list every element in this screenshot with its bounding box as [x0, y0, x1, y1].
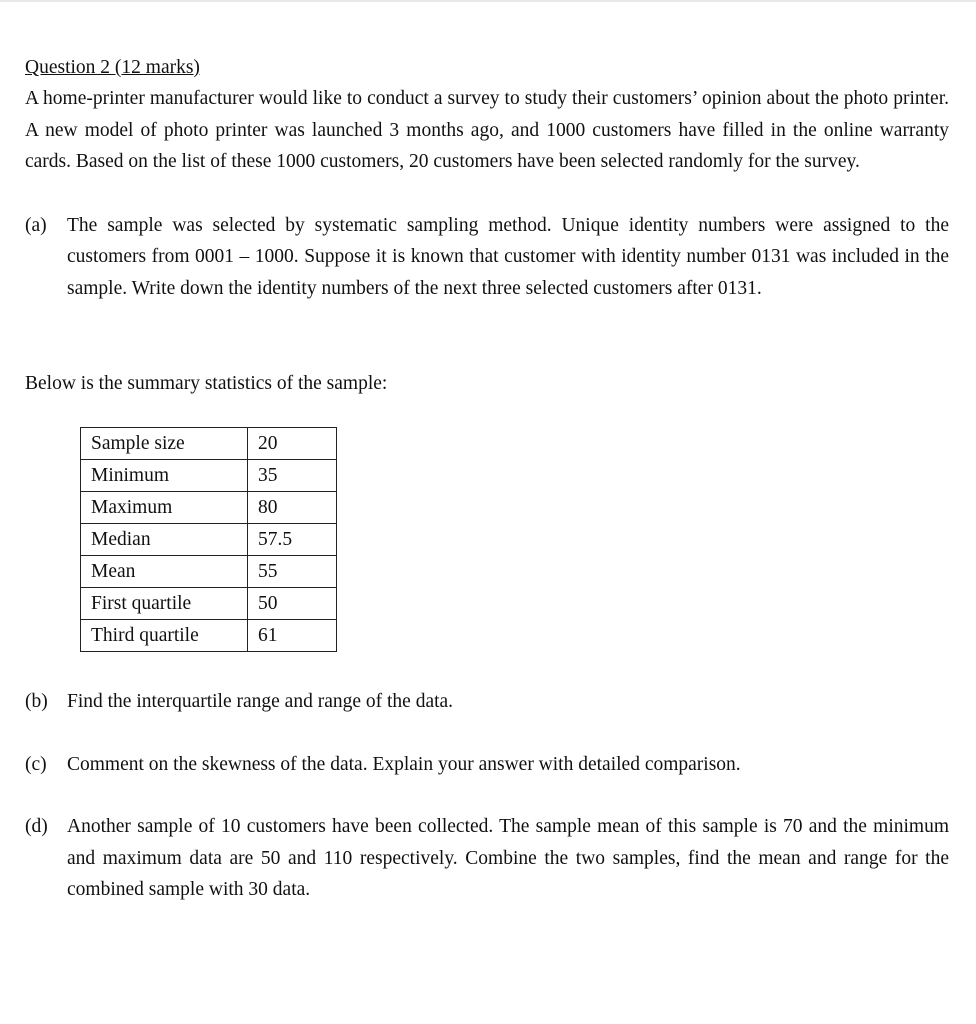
part-d-text: Another sample of 10 customers have been collected. The sample mean of this sample is 70 and the minimum and maximum data are 50 and 110 respectively. Combine the two samples, find the mean and range for the combined sample with 30 data.: [67, 816, 949, 900]
summary-statistics-table: [80, 427, 337, 652]
part-d: [25, 811, 949, 906]
table-row: [81, 556, 337, 588]
part-a-label: (a): [25, 214, 47, 236]
table-row: [81, 460, 337, 492]
stat-name: Median: [81, 524, 248, 556]
stat-value: 35: [248, 460, 337, 492]
part-c-label: (c): [25, 753, 47, 775]
stat-name: Sample size: [81, 428, 248, 460]
stat-value: 20: [248, 428, 337, 460]
stat-value: 61: [248, 620, 337, 652]
stat-name: Mean: [81, 556, 248, 588]
stat-value: 57.5: [248, 524, 337, 556]
question-heading: Question 2 (12 marks): [25, 57, 200, 78]
stat-name: Minimum: [81, 460, 248, 492]
part-b: [25, 686, 949, 718]
stat-value: 50: [248, 588, 337, 620]
page-top-edge: [0, 0, 976, 2]
table-row: [81, 524, 337, 556]
part-a: [25, 210, 949, 305]
question-intro: A home-printer manufacturer would like to conduct a survey to study their customers’ opinion about the photo printer. A new model of photo printer was launched 3 months ago, and 1000 customers have filled in the online warranty cards. Based on the list of these 1000 customers, 20 customers have been selected randomly for the survey.: [25, 88, 949, 172]
table-row: [81, 620, 337, 652]
summary-intro: Below is the summary statistics of the sample:: [25, 373, 388, 394]
table-row: [81, 492, 337, 524]
part-b-label: (b): [25, 691, 48, 712]
stat-name: Maximum: [81, 492, 248, 524]
part-c-text: Comment on the skewness of the data. Explain your answer with detailed comparison.: [67, 753, 741, 775]
stat-name: Third quartile: [81, 620, 248, 652]
part-b-text: Find the interquartile range and range of the data.: [67, 691, 454, 712]
table-row: [81, 428, 337, 460]
stat-name: First quartile: [81, 588, 248, 620]
part-d-label: (d): [25, 816, 48, 837]
stat-value: 80: [248, 492, 337, 524]
stat-value: 55: [248, 556, 337, 588]
table-row: [81, 588, 337, 620]
part-a-text: The sample was selected by systematic sampling method. Unique identity numbers were assigned to the customers from 0001 – 1000. Suppose it is known that customer with identity number 0131 was included in the sample. Write down the identity numbers of the next three selected customers after 0131.: [67, 214, 949, 299]
part-c: [25, 749, 949, 781]
document-page: [25, 52, 949, 906]
